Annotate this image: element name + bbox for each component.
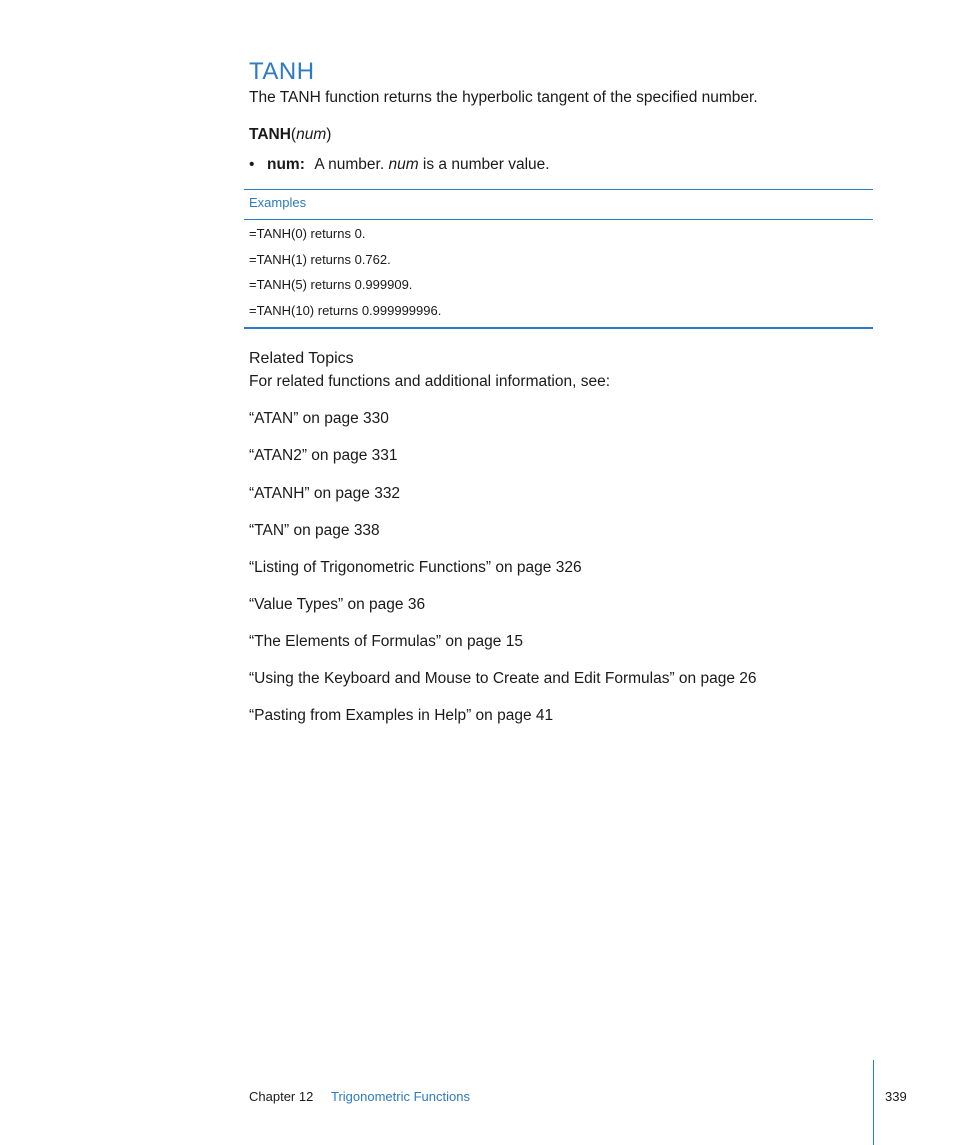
example-line: =TANH(5) returns 0.999909. [249, 277, 413, 292]
related-link-trig-listing[interactable]: “Listing of Trigonometric Functions” on page 326 [249, 559, 582, 576]
bullet-icon: • [249, 156, 255, 173]
argument-desc-post: is a number value. [422, 156, 550, 173]
related-link-atan2[interactable]: “ATAN2” on page 331 [249, 447, 398, 464]
related-link-value-types[interactable]: “Value Types” on page 36 [249, 596, 426, 613]
example-line: =TANH(10) returns 0.999999996. [249, 303, 442, 318]
related-link-atanh[interactable]: “ATANH” on page 332 [249, 485, 401, 502]
argument-list [249, 156, 550, 174]
argument-desc-pre: A number. [314, 156, 385, 173]
example-line: =TANH(0) returns 0. [249, 226, 366, 241]
footer-section-link[interactable]: Trigonometric Functions [331, 1089, 470, 1104]
syntax-open-paren: ( [290, 126, 297, 143]
page-number: 339 [885, 1089, 907, 1104]
examples-divider [244, 219, 873, 220]
related-link-keyboard-mouse[interactable]: “Using the Keyboard and Mouse to Create and Edit Formulas” on page 26 [249, 670, 757, 687]
related-link-pasting-examples[interactable]: “Pasting from Examples in Help” on page 41 [249, 707, 554, 724]
related-link-formula-elements[interactable]: “The Elements of Formulas” on page 15 [249, 633, 523, 650]
examples-header: Examples [249, 195, 307, 210]
related-topics-heading: Related Topics [249, 350, 354, 367]
related-topics-intro: For related functions and additional information, see: [249, 373, 611, 390]
argument-name: num: [267, 156, 305, 173]
example-line: =TANH(1) returns 0.762. [249, 252, 391, 267]
examples-table [244, 189, 873, 329]
footer-divider [873, 1060, 874, 1145]
page-title: TANH [249, 58, 315, 85]
syntax-argument: num [296, 126, 327, 143]
function-description: The TANH function returns the hyperbolic tangent of the specified number. [249, 89, 758, 106]
related-link-tan[interactable]: “TAN” on page 338 [249, 522, 380, 539]
footer-chapter: Chapter 12 [249, 1089, 314, 1104]
syntax-close-paren: ) [326, 126, 332, 143]
related-link-atan[interactable]: “ATAN” on page 330 [249, 410, 389, 427]
argument-desc-arg: num [388, 156, 419, 173]
argument-item [249, 156, 550, 174]
function-syntax [249, 126, 331, 144]
syntax-function-name: TANH [249, 126, 291, 143]
